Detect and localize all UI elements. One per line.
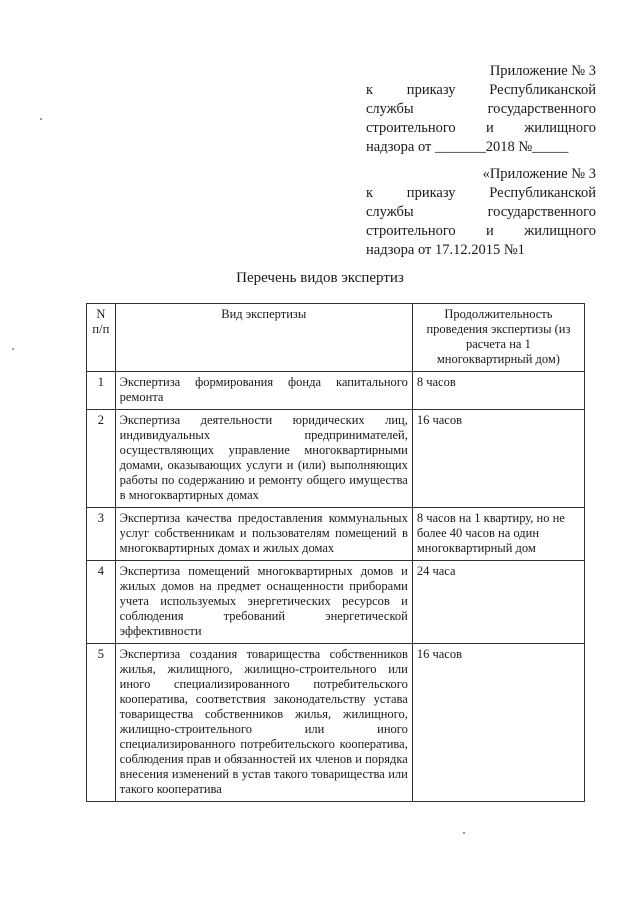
scan-speck [12, 348, 14, 350]
appendix-line: службы государственного [366, 101, 596, 117]
row-duration: 8 часов [412, 372, 584, 410]
appendix-header-previous [366, 165, 596, 260]
appendix-title: Приложение № 3 [489, 63, 596, 79]
expertise-table [86, 303, 585, 802]
appendix-line: службы государственного [366, 204, 596, 220]
row-duration: 8 часов на 1 квартиру, но не более 40 часов на один многоквартирный дом [412, 508, 584, 561]
row-number: 1 [87, 372, 116, 410]
row-duration: 16 часов [412, 410, 584, 508]
row-expertise-type: Экспертиза деятельности юридических лиц, индивидуальных предпринимателей, осуществляющих управление многоквартирными домами, оказывающих услуги и (или) выполняющих работы по содержанию и ремонту общего имущества в многоквартирных домах [115, 410, 412, 508]
header-duration: Продолжительность проведения экспертизы (из расчета на 1 многоквартирный дом) [412, 304, 584, 372]
row-expertise-type: Экспертиза создания товарищества собственников жилья, жилищного, жилищно-строительного или иного специализированного потребительского кооператива, соответствия законодательству устава товарищества собственников жилья, жилищного, жилищно-строительного или иного специализированного потребительского кооператива, соблюдения прав и обязанностей их членов и порядка внесения изменений в устав такого товарищества или такого кооператива [115, 644, 412, 802]
header-number: N п/п [87, 304, 116, 372]
table-row [87, 644, 585, 802]
appendix-line: к приказу Республиканской [366, 82, 596, 98]
table-header-row [87, 304, 585, 372]
row-expertise-type: Экспертиза формирования фонда капитального ремонта [115, 372, 412, 410]
row-number: 4 [87, 561, 116, 644]
row-expertise-type: Экспертиза помещений многоквартирных домов и жилых домов на предмет оснащенности приборами учета используемых энергетических ресурсов и соблюдения требований энергетической эффективности [115, 561, 412, 644]
row-expertise-type: Экспертиза качества предоставления коммунальных услуг собственникам и пользователям помещений в многоквартирных домах и жилых домах [115, 508, 412, 561]
row-number: 5 [87, 644, 116, 802]
scan-speck [40, 118, 42, 120]
appendix-line: к приказу Республиканской [366, 185, 596, 201]
appendix-line: строительного и жилищного [366, 120, 596, 136]
header-expertise-type: Вид экспертизы [115, 304, 412, 372]
scan-speck [463, 832, 465, 834]
table-row [87, 372, 585, 410]
appendix-header-current [366, 62, 596, 157]
table-row [87, 561, 585, 644]
document-title: Перечень видов экспертиз [236, 270, 404, 286]
table-row [87, 508, 585, 561]
appendix-title: «Приложение № 3 [482, 166, 596, 182]
row-duration: 24 часа [412, 561, 584, 644]
table-row [87, 410, 585, 508]
row-number: 2 [87, 410, 116, 508]
row-duration: 16 часов [412, 644, 584, 802]
appendix-line: надзора от 17.12.2015 №1 [366, 242, 525, 258]
row-number: 3 [87, 508, 116, 561]
appendix-line: надзора от _______2018 №_____ [366, 139, 569, 155]
appendix-line: строительного и жилищного [366, 223, 596, 239]
